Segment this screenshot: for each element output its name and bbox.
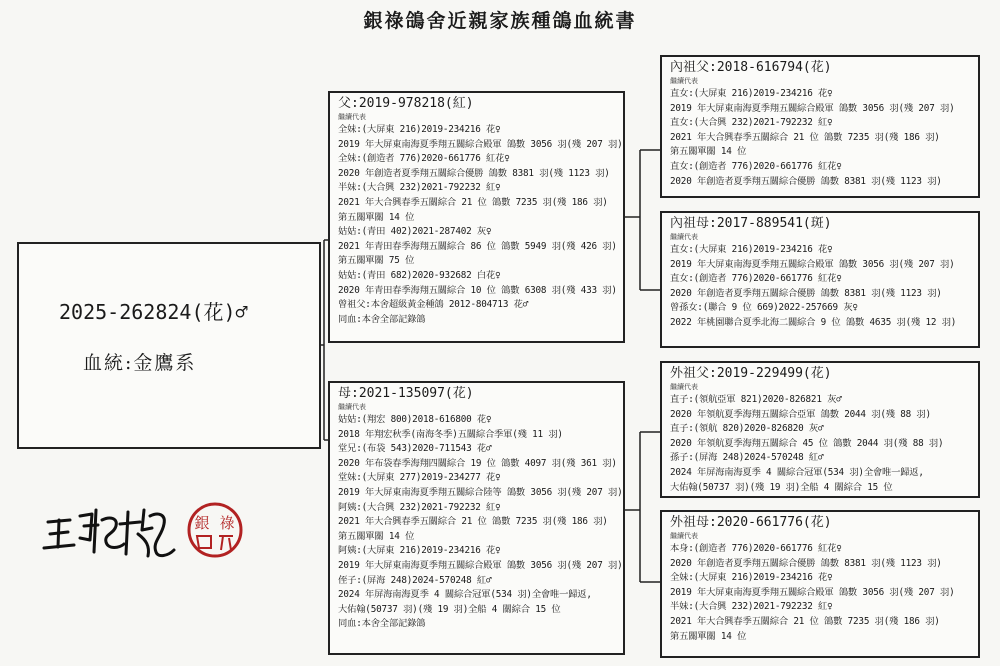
- record-line: 堂妹:(大屏東 277)2019-234277 花♀: [338, 472, 501, 484]
- red-seal-stamp: [187, 502, 243, 558]
- record-line: 半妹:(大合興 232)2021-792232 紅♀: [670, 601, 833, 613]
- handwritten-signature: [40, 490, 185, 570]
- record-line: 第五關單關 14 位: [670, 630, 747, 642]
- maternal-grandsire-heading: 外祖父:2019-229499(花): [670, 366, 832, 381]
- svg-text:銀: 銀: [194, 514, 210, 532]
- record-line: 2022 年桃園聯合夏季北海二關綜合 9 位 鴿數 4635 羽(殘 12 羽): [670, 316, 957, 328]
- record-line: 直女:(大屏東 216)2019-234216 花♀: [670, 88, 833, 99]
- dam-heading: 母:2021-135097(花): [338, 386, 474, 401]
- record-line: 直子:(領航 820)2020-826820 灰♂: [670, 423, 824, 435]
- record-line: 2019 年大屏東南海夏季翔五關綜合陸等 鴿數 3056 羽(殘 207 羽): [338, 486, 623, 498]
- record-line: 2024 年屏海南海夏季 4 關綜合冠軍(534 羽)全會唯一歸返,: [338, 589, 592, 601]
- record-line: 直女:(大合興 232)2021-792232 紅♀: [670, 117, 833, 129]
- record-line: 2020 年創造者夏季翔五關綜合優勝 鴿數 8381 羽(殘 1123 羽): [670, 175, 942, 187]
- maternal-grandsire-box: [660, 361, 980, 498]
- record-line: 第五關單關 14 位: [670, 146, 747, 158]
- dam-box: [328, 381, 625, 655]
- record-line: 本身:(創造者 776)2020-661776 紅花♀: [670, 543, 842, 554]
- maternal-granddam-heading: 外祖母:2020-661776(花): [670, 515, 832, 530]
- record-line: 同血:本舍全部記錄鴿: [338, 313, 426, 325]
- record-line: 全妹:(創造者 776)2020-661776 紅花♀: [338, 153, 510, 165]
- svg-text:祿: 祿: [219, 514, 235, 532]
- dam-subtitle: 繼續代表: [338, 403, 366, 411]
- paternal-grandsire-subtitle: 繼續代表: [670, 77, 698, 85]
- sire-subtitle: 繼續代表: [338, 113, 366, 121]
- record-line: 2020 年創造者夏季翔五關綜合優勝 鴿數 8381 羽(殘 1123 羽): [670, 557, 942, 569]
- record-line: 孫子:(屏海 248)2024-570248 紅♂: [670, 452, 824, 464]
- record-line: 2024 年屏海南海夏季 4 關綜合冠軍(534 羽)全會唯一歸返,: [670, 466, 924, 478]
- record-line: 曾祖父:本舍超級黃金種鴿 2012-804713 花♂: [338, 299, 529, 311]
- paternal-granddam-heading: 內祖母:2017-889541(斑): [670, 216, 832, 231]
- record-line: 全妹:(大屏東 216)2019-234216 花♀: [338, 124, 501, 135]
- record-line: 同血:本舍全部記錄鴿: [338, 618, 426, 630]
- record-line: 2020 年青田春季海翔五關綜合 10 位 鴿數 6308 羽(殘 433 羽): [338, 284, 617, 296]
- record-line: 大佑翰(50737 羽)(殘 19 羽)全船 4 關綜合 15 位: [338, 603, 561, 615]
- document-title: 銀祿鴿舍近親家族種鴿血統書: [363, 10, 637, 32]
- record-line: 2020 年創造者夏季翔五關綜合優勝 鴿數 8381 羽(殘 1123 羽): [670, 287, 942, 299]
- record-line: 姑姑:(青田 682)2020-932682 白花♀: [338, 269, 501, 281]
- paternal-grandsire-heading: 內祖父:2018-616794(花): [670, 60, 832, 75]
- record-line: 2021 年大合興春季五關綜合 21 位 鴿數 7235 羽(殘 186 羽): [338, 516, 608, 528]
- record-line: 阿姨:(大合興 232)2021-792232 紅♀: [338, 501, 501, 513]
- record-line: 2019 年大屏東南海夏季翔五關綜合殿軍 鴿數 3056 羽(殘 207 羽): [670, 258, 955, 270]
- record-line: 2019 年大屏東南海夏季翔五關綜合殿軍 鴿數 3056 羽(殘 207 羽): [670, 102, 955, 114]
- record-line: 第五關單關 14 位: [338, 530, 415, 542]
- record-line: 第五關單關 14 位: [338, 211, 415, 223]
- record-line: 直子:(領航亞軍 821)2020-826821 灰♂: [670, 394, 842, 405]
- paternal-grandsire-box: [660, 55, 980, 198]
- record-line: 全妹:(大屏東 216)2019-234216 花♀: [670, 572, 833, 584]
- record-line: 姑姑:(青田 402)2021-287402 灰♀: [338, 226, 492, 238]
- record-line: 2019 年大屏東南海夏季翔五關綜合殿軍 鴿數 3056 羽(殘 207 羽): [338, 559, 623, 571]
- record-line: 直女:(大屏東 216)2019-234216 花♀: [670, 244, 833, 255]
- sire-box: [328, 91, 625, 343]
- subject-pigeon-box: [17, 242, 321, 449]
- record-line: 阿姨:(大屏東 216)2019-234216 花♀: [338, 545, 501, 557]
- record-line: 2020 年領航夏季海翔五關綜合亞軍 鴿數 2044 羽(殘 88 羽): [670, 408, 931, 420]
- subject-bloodline: 血統:金鷹系: [83, 352, 197, 374]
- record-line: 侄子:(屏海 248)2024-570248 紅♂: [338, 574, 492, 586]
- record-line: 2020 年創造者夏季翔五關綜合優勝 鴿數 8381 羽(殘 1123 羽): [338, 167, 610, 179]
- record-line: 姑姑:(翔宏 800)2018-616800 花♀: [338, 414, 492, 425]
- record-line: 2019 年大屏東南海夏季翔五關綜合殿軍 鴿數 3056 羽(殘 207 羽): [670, 586, 955, 598]
- record-line: 半妹:(大合興 232)2021-792232 紅♀: [338, 182, 501, 194]
- record-line: 堂兄:(布袋 543)2020-711543 花♂: [338, 443, 492, 455]
- record-line: 大佑翰(50737 羽)(殘 19 羽)全船 4 關綜合 15 位: [670, 481, 893, 493]
- record-line: 曾孫女:(聯合 9 位 669)2022-257669 灰♀: [670, 302, 858, 314]
- record-line: 直女:(創造者 776)2020-661776 紅花♀: [670, 273, 842, 285]
- record-line: 2019 年大屏東南海夏季翔五關綜合殿軍 鴿數 3056 羽(殘 207 羽): [338, 138, 623, 150]
- paternal-granddam-box: [660, 211, 980, 348]
- record-line: 2020 年領航夏季海翔五關綜合 45 位 鴿數 2044 羽(殘 88 羽): [670, 437, 944, 449]
- maternal-granddam-subtitle: 繼續代表: [670, 532, 698, 540]
- record-line: 直女:(創造者 776)2020-661776 紅花♀: [670, 160, 842, 172]
- record-line: 2021 年大合興春季五關綜合 21 位 鴿數 7235 羽(殘 186 羽): [338, 196, 608, 208]
- record-line: 2021 年青田春季海翔五關綜合 86 位 鴿數 5949 羽(殘 426 羽): [338, 240, 617, 252]
- record-line: 2021 年大合興春季五關綜合 21 位 鴿數 7235 羽(殘 186 羽): [670, 615, 940, 627]
- record-line: 2020 年布袋春季海翔四關綜合 19 位 鴿數 4097 羽(殘 361 羽): [338, 457, 617, 469]
- subject-ring-number: 2025-262824(花)♂: [59, 300, 248, 324]
- paternal-granddam-subtitle: 繼續代表: [670, 233, 698, 241]
- maternal-grandsire-subtitle: 繼續代表: [670, 383, 698, 391]
- sire-heading: 父:2019-978218(紅): [338, 96, 474, 111]
- record-line: 第五關單關 75 位: [338, 255, 415, 267]
- record-line: 2018 年翔宏秋季(南海冬季)五關綜合季軍(殘 11 羽): [338, 428, 563, 440]
- record-line: 2021 年大合興春季五關綜合 21 位 鴿數 7235 羽(殘 186 羽): [670, 131, 940, 143]
- maternal-granddam-box: [660, 510, 980, 658]
